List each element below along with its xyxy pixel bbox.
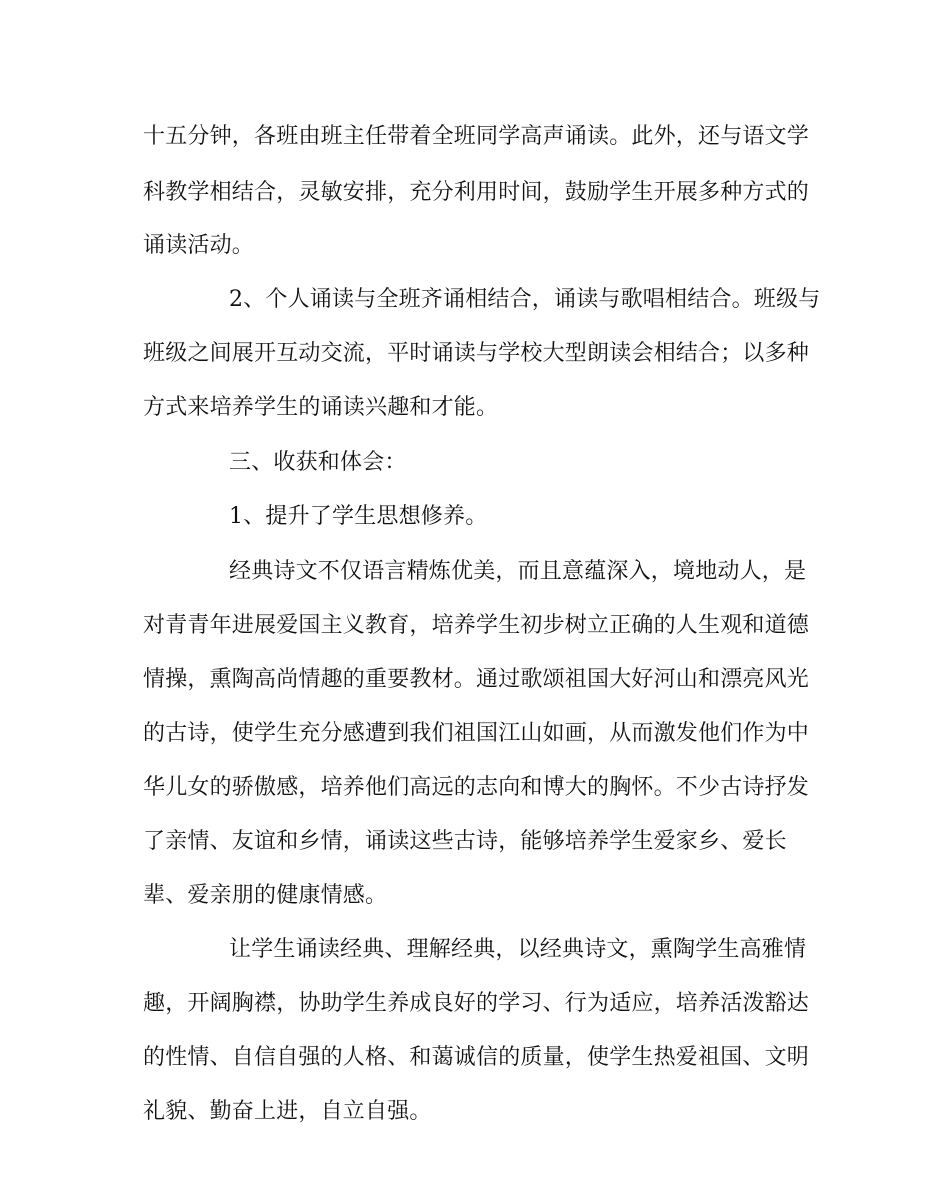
text-line: 十五分钟，各班由班主任带着全班同学高声诵读。此外，还与语文学: [143, 124, 810, 149]
text-line: 经典诗文不仅语言精炼优美，而且意蕴深入，境地动人，是: [229, 559, 807, 584]
text-line: 诵读活动。: [143, 233, 255, 258]
text-line: 2、个人诵读与全班齐诵相结合，诵读与歌唱相结合。班级与: [229, 287, 821, 312]
text-line: 辈、爱亲朋的健康情感。: [143, 883, 388, 908]
text-line: 班级之间展开互动交流，平时诵读与学校大型朗读会相结合；以多种: [143, 341, 810, 366]
text-line: 了亲情、友谊和乡情，诵读这些古诗，能够培养学生爱家乡、爱长: [143, 829, 787, 854]
section-heading: 三、收获和体会：: [229, 450, 407, 475]
text-line: 的性情、自信自强的人格、和蔼诚信的质量，使学生热爱祖国、文明: [143, 1045, 810, 1070]
text-line: 趣，开阔胸襟，协助学生养成良好的学习、行为适应，培养活泼豁达: [143, 991, 810, 1016]
subsection-heading: 1、提升了学生思想修养。: [229, 504, 488, 529]
text-line: 科教学相结合，灵敏安排，充分利用时间，鼓励学生开展多种方式的: [143, 180, 810, 205]
text-line: 对青青年进展爱国主义教育，培养学生初步树立正确的人生观和道德: [143, 613, 810, 638]
text-line: 华儿女的骄傲感，培养他们高远的志向和博大的胸怀。不少古诗抒发: [143, 775, 810, 800]
text-line: 礼貌、勤奋上进，自立自强。: [143, 1099, 432, 1124]
text-line: 的古诗，使学生充分感遭到我们祖国江山如画，从而激发他们作为中: [143, 721, 810, 746]
text-line: 情操，熏陶高尚情趣的重要教材。通过歌颂祖国大好河山和漂亮风光: [143, 667, 810, 692]
text-line: 让学生诵读经典、理解经典，以经典诗文，熏陶学生高雅情: [229, 937, 807, 962]
text-line: 方式来培养学生的诵读兴趣和才能。: [143, 395, 499, 420]
